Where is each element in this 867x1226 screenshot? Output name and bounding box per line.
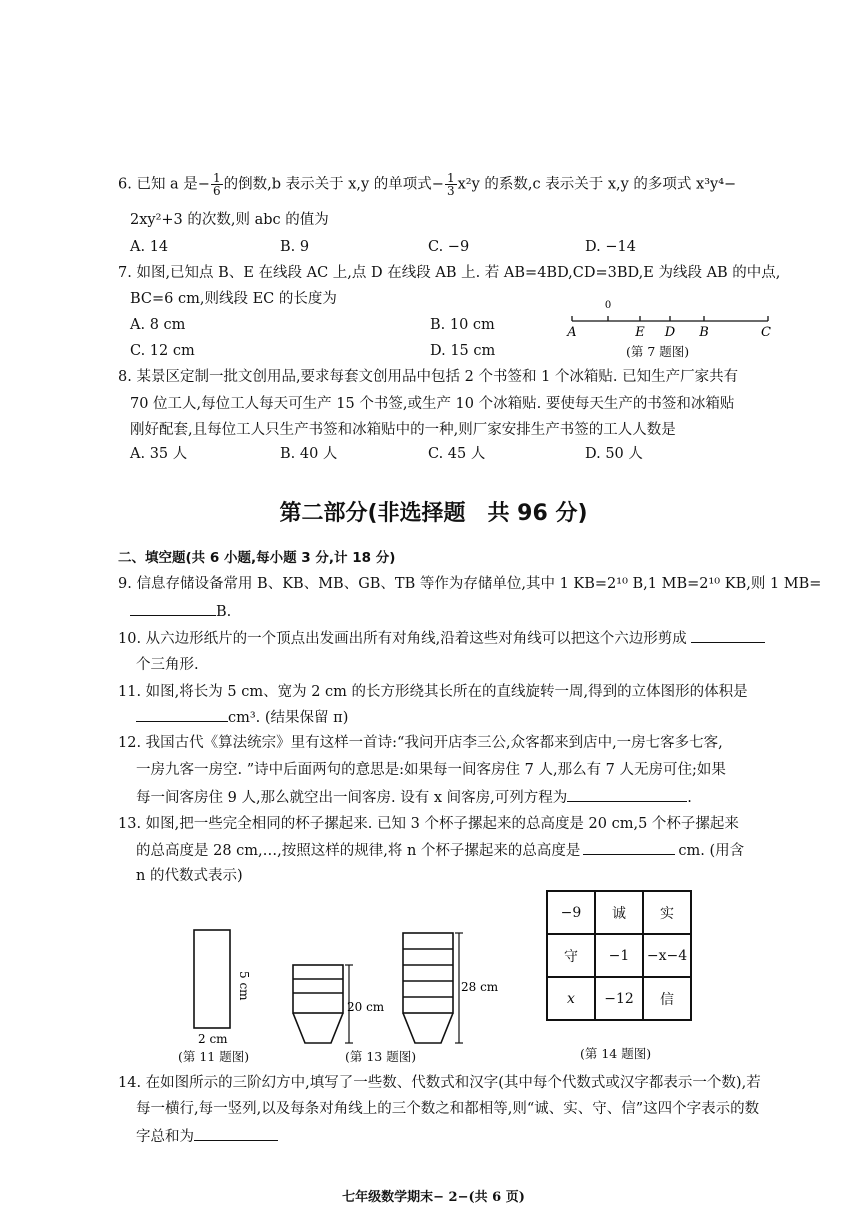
q13-answer-blank[interactable] [583, 840, 675, 855]
label-zero: 0 [604, 300, 612, 311]
q8-option-c: C. 45 人 [428, 446, 486, 462]
q9-line1: 9. 信息存储设备常用 B、KB、MB、GB、TB 等作为存储单位,其中 1 KB=2¹⁰ B,1 MB=2¹⁰ KB,则 1 MB= [118, 576, 822, 592]
cup-base [293, 1013, 343, 1043]
q14-line1: 14. 在如图所示的三阶幻方中,填写了一些数、代数式和汉字(其中每个代数式或汉字都表示一个数),若 [118, 1075, 761, 1091]
q14-text: 字总和为 [136, 1129, 194, 1145]
q6-option-a: A. 14 [130, 239, 169, 255]
fraction-numerator: 1 [212, 171, 221, 185]
magic-row [547, 977, 691, 1020]
q6-line2: 2xy²+3 的次数,则 abc 的值为 [130, 212, 329, 228]
q13-line2 [136, 840, 744, 861]
magic-cell: −1 [595, 934, 643, 977]
q6-option-b: B. 9 [280, 239, 310, 255]
q6-line1 [118, 172, 736, 197]
fig13-cups-figure [285, 925, 515, 1050]
magic-row [547, 934, 691, 977]
q8-option-b: B. 40 人 [280, 446, 338, 462]
q7-segment-figure [560, 296, 780, 340]
q13-line3: n 的代数式表示) [136, 868, 243, 884]
magic-cell: −x−4 [643, 934, 691, 977]
three-cups [293, 965, 385, 1043]
fig11-width-label: 2 cm [198, 1032, 228, 1045]
magic-cell: 实 [643, 891, 691, 934]
q7-option-b: B. 10 cm [430, 317, 495, 333]
magic-cell: 信 [643, 977, 691, 1020]
label-c: C [761, 325, 771, 340]
fraction-numerator: 1 [446, 171, 455, 185]
q12-suffix: . [687, 790, 692, 806]
q6-text-c: x²y 的系数,c 表示关于 x,y 的多项式 x³y⁴− [457, 176, 737, 193]
q6-text-a: 6. 已知 a 是− [118, 176, 210, 193]
magic-row [547, 891, 691, 934]
q13-text: 的总高度是 28 cm,…,按照这样的规律,将 n 个杯子摞起来的总高度是 [136, 843, 581, 859]
fig13-label-20: 20 cm [347, 1000, 385, 1014]
cups5-rims [403, 933, 453, 1013]
q9-suffix: B. [216, 604, 232, 620]
q12-answer-blank[interactable] [567, 787, 687, 802]
fig13-label-28: 28 cm [461, 980, 499, 994]
q9-answer-blank[interactable] [130, 601, 216, 616]
q8-line1: 8. 某景区定制一批文创用品,要求每套文创用品中包括 2 个书签和 1 个冰箱贴. 已知生产厂家共有 [118, 369, 739, 385]
q11-suffix: cm³. (结果保留 π) [228, 710, 349, 726]
q6-fraction-1 [211, 172, 223, 197]
q9-line2 [130, 601, 231, 622]
q12-text: 每一间客房住 9 人,那么就空出一间客房. 设有 x 间客房,可列方程为 [136, 790, 568, 806]
fill-heading: 二、填空题(共 6 小题,每小题 3 分,计 18 分) [118, 550, 396, 566]
q10-line2: 个三角形. [136, 657, 199, 673]
fig14-magic-square [546, 890, 692, 1021]
label-d: D [664, 325, 676, 340]
q12-line2: 一房九客一房空. ”诗中后面两句的意思是:如果每一间客房住 7 人,那么有 7 人无房可住;如果 [136, 762, 726, 778]
cups3-rims [293, 965, 343, 1013]
fig11-caption: (第 11 题图) [178, 1049, 250, 1064]
q7-option-d: D. 15 cm [430, 343, 496, 359]
q7-caption: (第 7 题图) [626, 344, 690, 359]
q8-line3: 刚好配套,且每位工人只生产书签和冰箱贴中的一种,则厂家安排生产书签的工人人数是 [130, 422, 676, 438]
magic-cell: x [547, 977, 595, 1020]
q11-line2 [136, 707, 348, 728]
rectangle-shape [194, 930, 230, 1028]
fig11-rectangle-figure [180, 925, 270, 1045]
magic-cell: −9 [547, 891, 595, 934]
q14-line3 [136, 1126, 278, 1147]
q14-answer-blank[interactable] [194, 1126, 278, 1141]
q7-option-c: C. 12 cm [130, 343, 195, 359]
q7-line2: BC=6 cm,则线段 EC 的长度为 [130, 291, 337, 307]
fig14-caption: (第 14 题图) [580, 1046, 652, 1061]
q7-line1: 7. 如图,已知点 B、E 在线段 AC 上,点 D 在线段 AB 上. 若 AB=4BD,CD=3BD,E 为线段 AB 的中点, [118, 265, 781, 281]
magic-cell: −12 [595, 977, 643, 1020]
label-b: B [699, 325, 709, 340]
magic-cell: 诚 [595, 891, 643, 934]
q7-option-a: A. 8 cm [130, 317, 186, 333]
q13-line1: 13. 如图,把一些完全相同的杯子摞起来. 已知 3 个杯子摞起来的总高度是 20 cm,5 个杯子摞起来 [118, 816, 739, 832]
fig13-caption: (第 13 题图) [345, 1049, 417, 1064]
q11-answer-blank[interactable] [136, 707, 228, 722]
q6-option-d: D. −14 [585, 239, 636, 255]
cup-base [403, 1013, 453, 1043]
q10-answer-blank[interactable] [691, 628, 765, 643]
label-e: E [635, 325, 645, 340]
magic-cell: 守 [547, 934, 595, 977]
q11-line1: 11. 如图,将长为 5 cm、宽为 2 cm 的长方形绕其长所在的直线旋转一周,得到的立体图形的体积是 [118, 684, 748, 700]
q6-fraction-2 [445, 172, 457, 197]
fraction-denominator: 3 [446, 184, 455, 198]
q10-text: 10. 从六边形纸片的一个顶点出发画出所有对角线,沿着这些对角线可以把这个六边形剪成 [118, 631, 687, 647]
q8-option-a: A. 35 人 [130, 446, 188, 462]
label-a: A [567, 325, 577, 340]
q8-option-d: D. 50 人 [585, 446, 643, 462]
q12-line3 [136, 787, 692, 808]
q10-line1 [118, 628, 765, 649]
q6-option-c: C. −9 [428, 239, 470, 255]
q8-line2: 70 位工人,每位工人每天可生产 15 个书签,或生产 10 个冰箱贴. 要使每天生产的书签和冰箱贴 [130, 396, 735, 412]
q12-line1: 12. 我国古代《算法统宗》里有这样一首诗:“我问开店李三公,众客都来到店中,一房七客多七客, [118, 735, 723, 751]
q14-line2: 每一横行,每一竖列,以及每条对角线上的三个数之和都相等,则“诚、实、守、信”这四个字表示的数 [136, 1101, 760, 1117]
q6-text-b: 的倒数,b 表示关于 x,y 的单项式− [223, 176, 444, 193]
fraction-denominator: 6 [212, 184, 221, 198]
section-title: 第二部分(非选择题 共 96 分) [279, 501, 588, 526]
fig11-height-label: 5 cm [237, 971, 251, 1001]
q13-suffix: cm. (用含 [678, 843, 745, 859]
page-footer: 七年级数学期末− 2−(共 6 页) [342, 1190, 525, 1205]
five-cups [403, 933, 499, 1043]
